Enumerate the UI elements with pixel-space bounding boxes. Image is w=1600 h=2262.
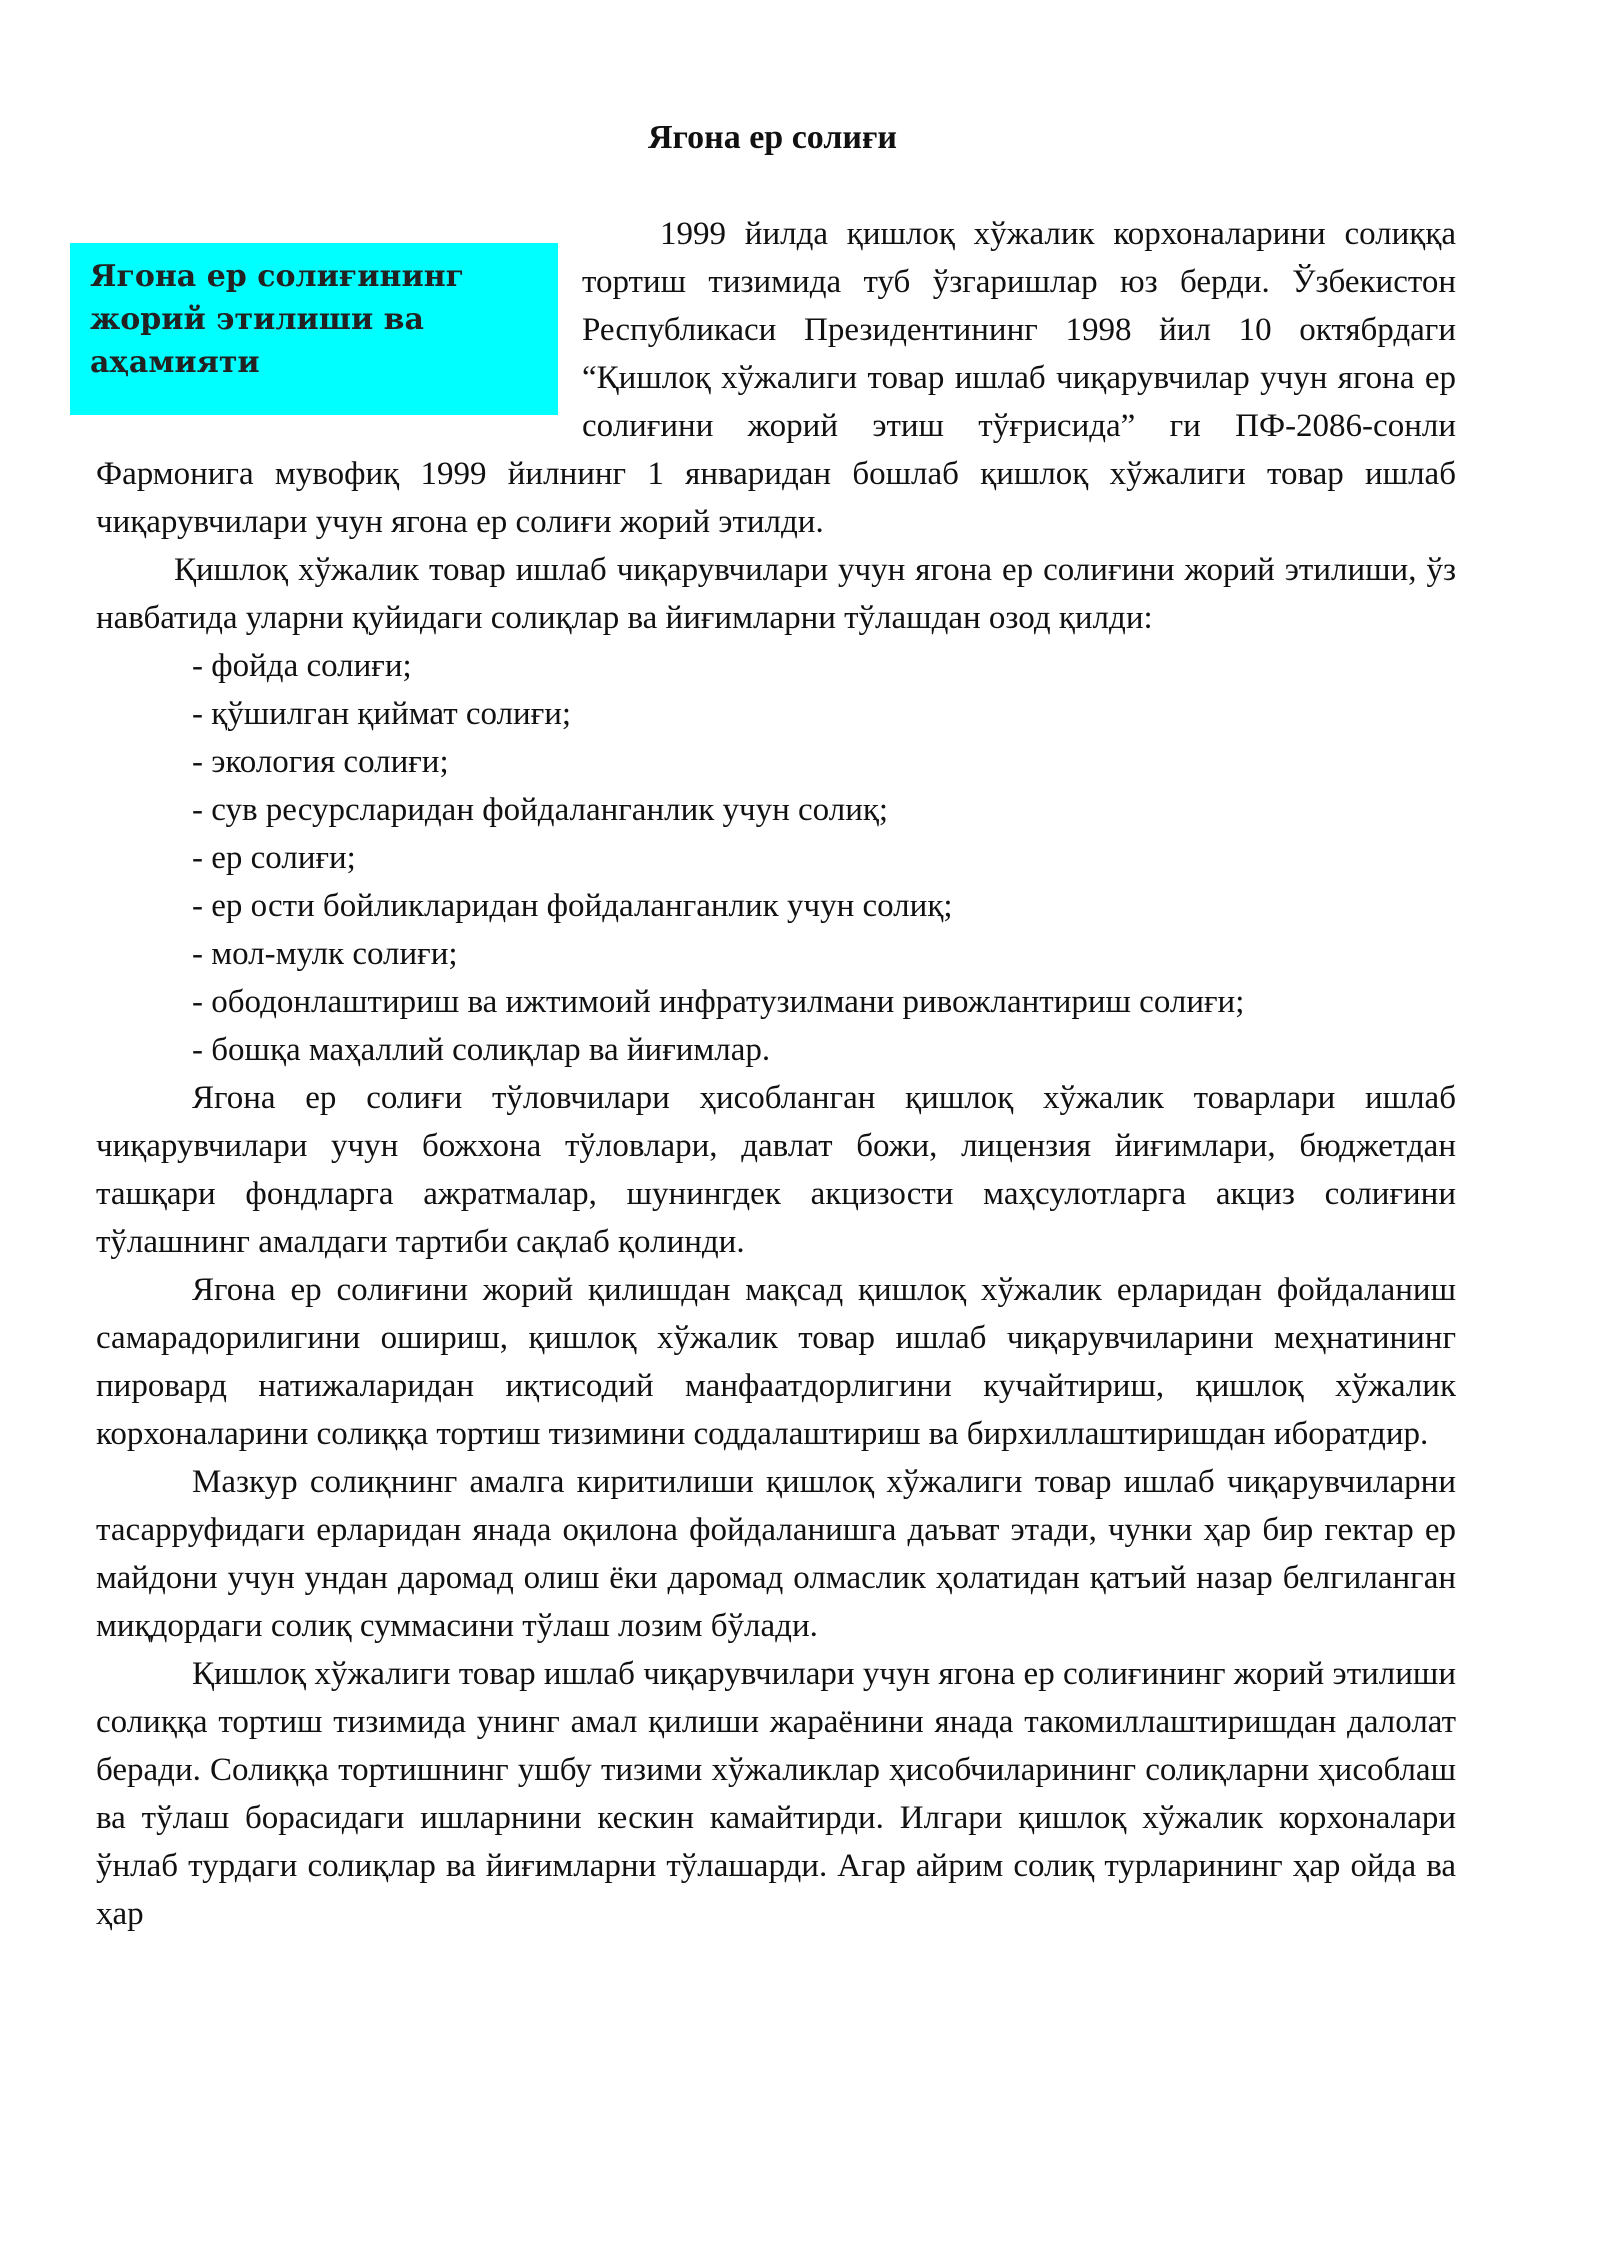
sidebar-spacer bbox=[96, 210, 582, 450]
list-item: - экология солиғи; bbox=[192, 744, 449, 780]
paragraph-land-use: Мазкур солиқнинг амалга киритилиши қишлоқ хўжалиги товар ишлаб чиқарувчиларни тасарруфидаги ерларидан янада оқилона фойдаланишга даъват этади, чунки ҳар бир гектар ер майдони учун ундан даромад олиш ёки даромад олмаслик ҳолатидан қатъий назар белгиланган миқдордаги солиқ суммасини тўлаш лозим бўлади. bbox=[96, 1464, 1456, 1644]
paragraph-intro: 1999 йилда қишлоқ хўжалик корхоналарини солиққа тортиш тизимида туб ўзгаришлар юз берди. Ўзбекистон Республикаси Президентининг 1998 йил 10 октябрдаги “Қишлоқ хўжалиги товар ишлаб чиқарувчилар учун ягона ер солиғини жорий этиш тўғрисида” ги ПФ-2086-сонли Фармонига мувофиқ 1999 йилнинг 1 январидан бошлаб қишлоқ хўжалиги товар ишлаб чиқарувчилари учун ягона ер солиғи жорий этилди. bbox=[96, 216, 1456, 540]
paragraph-improvement: Қишлоқ хўжалиги товар ишлаб чиқарувчилари учун ягона ер солиғининг жорий этилиши солиққа тортиш тизимида унинг амал қилиши жараёнини янада такомиллаштиришдан далолат беради. Солиққа тортишнинг ушбу тизими хўжаликлар ҳисобчиларининг солиқларни ҳисоблаш ва тўлаш борасидаги ишларнини кескин камайтирди. Илгари қишлоқ хўжалик корхоналари ўнлаб турдаги солиқлар ва йиғимларни тўлашарди. Агар айрим солиқ турларининг ҳар ойда ва ҳар bbox=[96, 1656, 1456, 1932]
sidebar-heading: Ягона ер солиғининг жорий этилиши ва аҳамияти bbox=[90, 259, 465, 380]
list-item: - ер ости бойликларидан фойдаланганлик учун солиқ; bbox=[192, 888, 953, 924]
list-item: - ер солиғи; bbox=[192, 840, 356, 876]
paragraph-purpose: Ягона ер солиғини жорий қилишдан мақсад қишлоқ хўжалик ерларидан фойдаланиш самарадорилигини ошириш, қишлоқ хўжалик товар ишлаб чиқарувчиларини меҳнатининг пировард натижаларидан иқтисодий манфаатдорлигини кучайтириш, қишлоқ хўжалик корхоналарини солиққа тортиш тизимини соддалаштириш ва бирхиллаштиришдан иборатдир. bbox=[96, 1272, 1456, 1452]
list-item: - сув ресурсларидан фойдаланганлик учун солиқ; bbox=[192, 792, 889, 828]
list-item: - мол-мулк солиғи; bbox=[192, 936, 458, 972]
list-item: - бошқа маҳаллий солиқлар ва йиғимлар. bbox=[192, 1032, 771, 1068]
document-body bbox=[96, 210, 1456, 1938]
paragraph-retained-payments: Ягона ер солиғи тўловчилари ҳисобланган қишлоқ хўжалик товарлари ишлаб чиқарувчилари учун божхона тўловлари, давлат божи, лицензия йиғимлари, бюджетдан ташқари фондларга ажратмалар, шунингдек акцизости маҳсулотларга акциз солиғини тўлашнинг амалдаги тартиби сақлаб қолинди. bbox=[96, 1080, 1456, 1260]
list-item: - қўшилган қиймат солиғи; bbox=[192, 696, 572, 732]
paragraph-exemption: Қишлоқ хўжалик товар ишлаб чиқарувчилари учун ягона ер солиғини жорий этилиши, ўз навбатида уларни қуйидаги солиқлар ва йиғимларни тўлашдан озод қилди: bbox=[96, 552, 1456, 636]
list-item: - фойда солиғи; bbox=[192, 648, 412, 684]
exempt-tax-list bbox=[96, 642, 1456, 1074]
document-title: Ягона ер солиғи bbox=[647, 119, 898, 156]
list-item: - ободонлаштириш ва ижтимоий инфратузилмани ривожлантириш солиғи; bbox=[192, 984, 1245, 1020]
